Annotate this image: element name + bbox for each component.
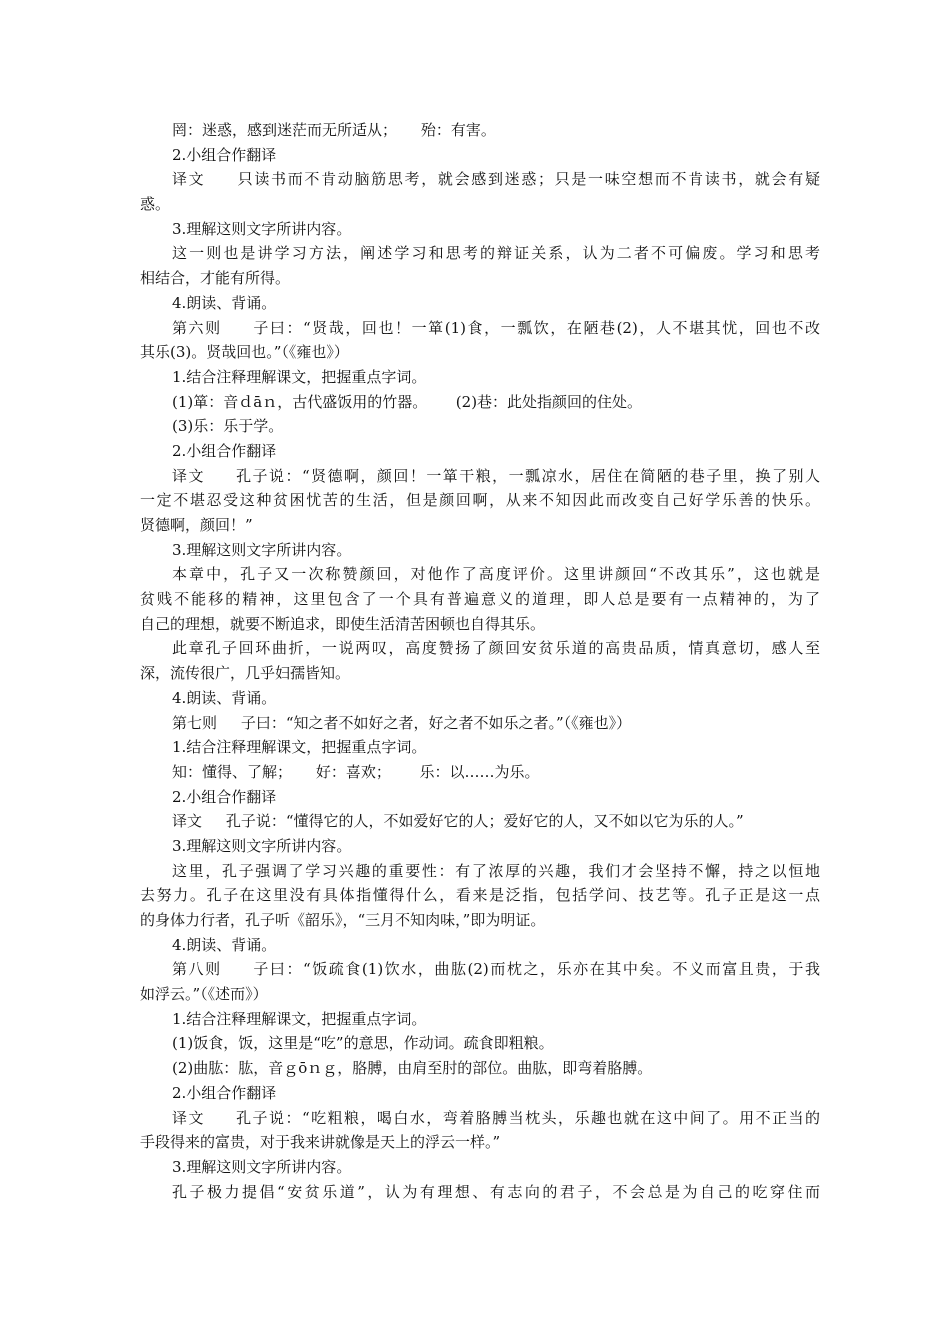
text-line: 2.小组合作翻译 — [172, 145, 277, 164]
text-line: 1.结合注释理解课文，把握重点字词。 — [172, 738, 427, 757]
text-line: (1)饭食，饭，这里是“吃”的意思，作动词。疏食即粗粮。 — [172, 1034, 554, 1053]
text-line: 深，流传很广，几乎妇孺皆知。 — [140, 664, 351, 683]
text-line: 4.朗读、背诵。 — [172, 935, 277, 954]
text-line: 3.理解这则文字所讲内容。 — [172, 540, 352, 559]
text-line: 惑。 — [140, 195, 171, 214]
text-line: 2.小组合作翻译 — [172, 787, 277, 806]
text-line: 3.理解这则文字所讲内容。 — [172, 836, 352, 855]
text-line: 罔：迷惑，感到迷茫而无所适从； 殆：有害。 — [172, 121, 496, 139]
text-line: 的身体力行者，孔子听《韶乐》，“三月不知肉味，”即为明证。 — [140, 911, 546, 929]
document-page — [140, 118, 820, 1204]
text-line: 贤德啊，颜回！” — [140, 516, 253, 534]
text-line: 这里，孔子强调了学习兴趣的重要性：有了浓厚的兴趣，我们才会坚持不懈，持之以恒地 — [172, 861, 820, 880]
text-line: 第七则 子曰：“知之者不如好之者，好之者不如乐之者。”（《雍也》） — [172, 713, 632, 732]
text-line: 自己的理想，就要不断追求，即使生活清苦困顿也自得其乐。 — [140, 614, 546, 633]
text-line: 2.小组合作翻译 — [172, 1083, 277, 1102]
text-line: 其乐(3)。贤哉回也。”（《雍也》） — [140, 343, 349, 362]
text-line: 本章中，孔子又一次称赞颜回，对他作了高度评价。这里讲颜回“不改其乐”，这也就是 — [172, 565, 820, 584]
text-line: 1.结合注释理解课文，把握重点字词。 — [172, 1009, 427, 1028]
text-line: 贫贱不能移的精神，这里包含了一个具有普遍意义的道理，即人总是要有一点精神的，为了 — [140, 590, 820, 609]
text-line: 译文 孔子说：“懂得它的人，不如爱好它的人；爱好它的人，又不如以它为乐的人。” — [172, 812, 744, 831]
text-line: 译文 只读书而不肯动脑筋思考，就会感到迷惑；只是一味空想而不肯读书，就会有疑 — [172, 170, 820, 189]
text-line: 3.理解这则文字所讲内容。 — [172, 219, 352, 238]
text-line: 知：懂得、了解； 好：喜欢； 乐：以……为乐。 — [172, 762, 540, 781]
text-line: 一定不堪忍受这种贫困忧苦的生活，但是颜回啊，从来不知因此而改变自己好学乐善的快乐。 — [140, 491, 820, 510]
text-line: 译文 孔子说：“贤德啊，颜回！一箪干粮，一瓢凉水，居住在简陋的巷子里，换了别人 — [172, 466, 820, 485]
text-line: 此章孔子回环曲折，一说两叹，高度赞扬了颜回安贫乐道的高贵品质，情真意切，感人至 — [172, 639, 820, 658]
text-line: 第六则 子曰：“贤哉，回也！一箪(1)食，一瓢饮，在陋巷(2)，人不堪其忧，回也不改 — [172, 318, 820, 337]
text-line: 译文 孔子说：“吃粗粮，喝白水，弯着胳膊当枕头，乐趣也就在这中间了。用不正当的 — [172, 1108, 820, 1127]
text-line: 这一则也是讲学习方法，阐述学习和思考的辩证关系，认为二者不可偏废。学习和思考 — [172, 244, 820, 263]
text-line: 1.结合注释理解课文，把握重点字词。 — [172, 367, 427, 386]
text-line: 4.朗读、背诵。 — [172, 688, 277, 707]
text-line: (2)曲肱：肱，音ｇōｎｇ，胳膊，由肩至肘的部位。曲肱，即弯着胳膊。 — [172, 1059, 653, 1078]
text-line: 3.理解这则文字所讲内容。 — [172, 1157, 352, 1176]
text-line: 如浮云。”（《述而》） — [140, 985, 268, 1004]
text-line: 第八则 子曰：“饭疏食(1)饮水，曲肱(2)而枕之，乐亦在其中矣。不义而富且贵，于我 — [172, 960, 820, 979]
text-line: 手段得来的富贵，对于我来讲就像是天上的浮云一样。” — [140, 1133, 501, 1152]
text-line: (1)箪：音ｄāｎ，古代盛饭用的竹器。 (2)巷：此处指颜回的住处。 — [172, 392, 643, 411]
text-line: 去努力。孔子在这里没有具体指懂得什么，看来是泛指，包括学问、技艺等。孔子正是这一点 — [140, 886, 820, 905]
text-line: (3)乐：乐于学。 — [172, 417, 284, 436]
text-line: 孔子极力提倡“安贫乐道”，认为有理想、有志向的君子，不会总是为自己的吃穿住而 — [172, 1182, 820, 1201]
text-line: 2.小组合作翻译 — [172, 441, 277, 460]
text-line: 相结合，才能有所得。 — [140, 269, 291, 288]
text-line: 4.朗读、背诵。 — [172, 293, 277, 312]
